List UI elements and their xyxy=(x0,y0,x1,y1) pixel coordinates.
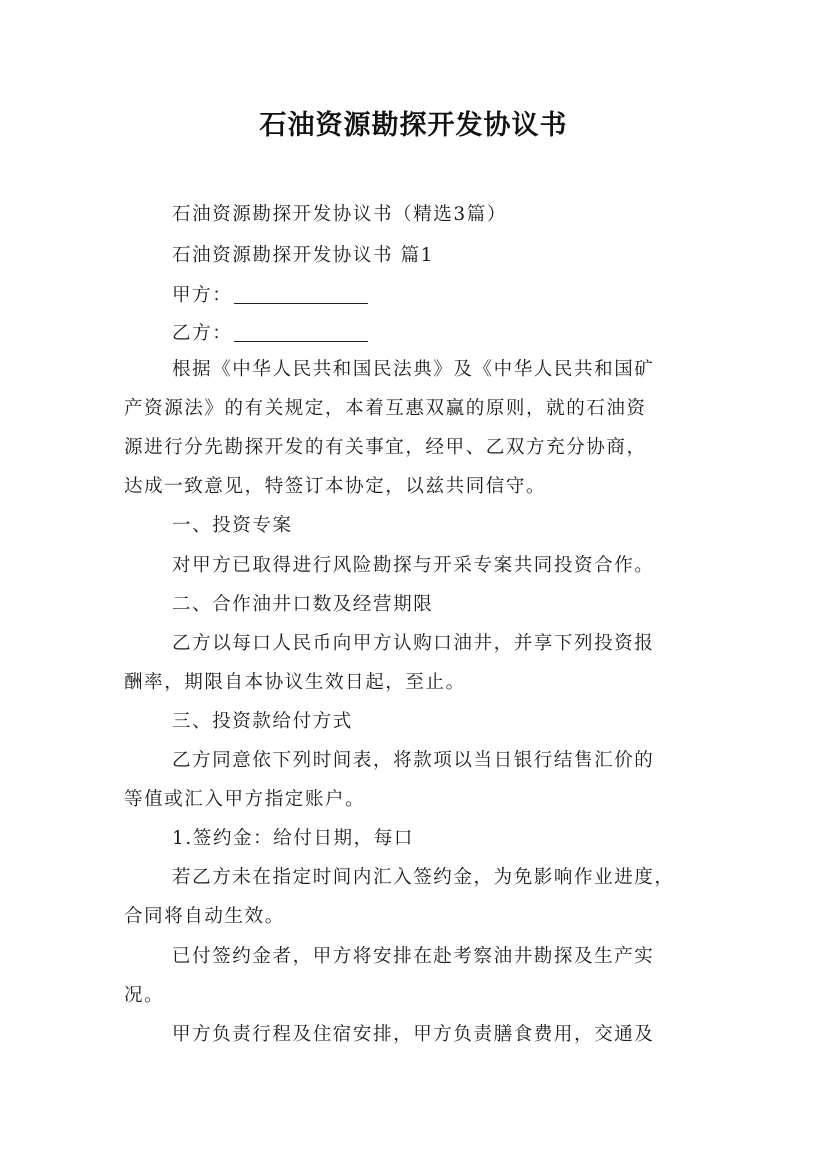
document-title: 石油资源勘探开发协议书 xyxy=(259,110,568,141)
section1-heading: 一、投资专案 xyxy=(172,515,293,536)
preamble-line: 达成一致意见，特签订本协定，以兹共同信守。 xyxy=(124,476,547,497)
party-a-label: 甲方： xyxy=(172,285,233,306)
section2-heading: 二、合作油井口数及经营期限 xyxy=(172,594,434,615)
party-b-label: 乙方： xyxy=(172,323,233,344)
item1-text-line: 若乙方未在指定时间内汇入签约金，为免影响作业进度， xyxy=(172,867,675,888)
party-a-blank xyxy=(234,285,368,304)
deposit-text-line: 已付签约金者，甲方将安排在赴考察油井勘探及生产实 xyxy=(172,946,655,967)
item1-line: 1.签约金：给付日期，每口 xyxy=(172,828,414,849)
preamble-line: 根据《中华人民共和国民法典》及《中华人民共和国矿 xyxy=(172,359,655,380)
party-b-line xyxy=(172,319,717,345)
section1-text: 对甲方已取得进行风险勘探与开采专案共同投资合作。 xyxy=(172,555,655,576)
section2-text-line: 酬率，期限自本协议生效日起，至止。 xyxy=(124,672,466,693)
section3-heading: 三、投资款给付方式 xyxy=(172,711,353,732)
section3-text-line: 乙方同意依下列时间表，将款项以当日银行结售汇价的 xyxy=(172,750,655,771)
preamble-line: 产资源法》的有关规定，本着互惠双赢的原则，就的石油资 xyxy=(124,398,647,419)
subtitle-collection: 石油资源勘探开发协议书（精选3篇） xyxy=(172,204,507,225)
section2-text-line: 乙方以每口人民币向甲方认购口油井，并享下列投资报 xyxy=(172,633,655,654)
party-b-blank xyxy=(234,323,368,342)
subtitle-part: 石油资源勘探开发协议书 篇1 xyxy=(172,245,435,266)
last-paragraph-line: 甲方负责行程及住宿安排，甲方负责膳食费用，交通及 xyxy=(172,1024,655,1045)
preamble-line: 源进行分先勘探开发的有关事宜，经甲、乙双方充分协商， xyxy=(124,437,647,458)
party-a-line xyxy=(172,281,717,307)
section3-text-line: 等值或汇入甲方指定账户。 xyxy=(124,789,366,810)
deposit-text-line: 况。 xyxy=(124,985,165,1006)
item1-text-line: 合同将自动生效。 xyxy=(124,906,285,927)
